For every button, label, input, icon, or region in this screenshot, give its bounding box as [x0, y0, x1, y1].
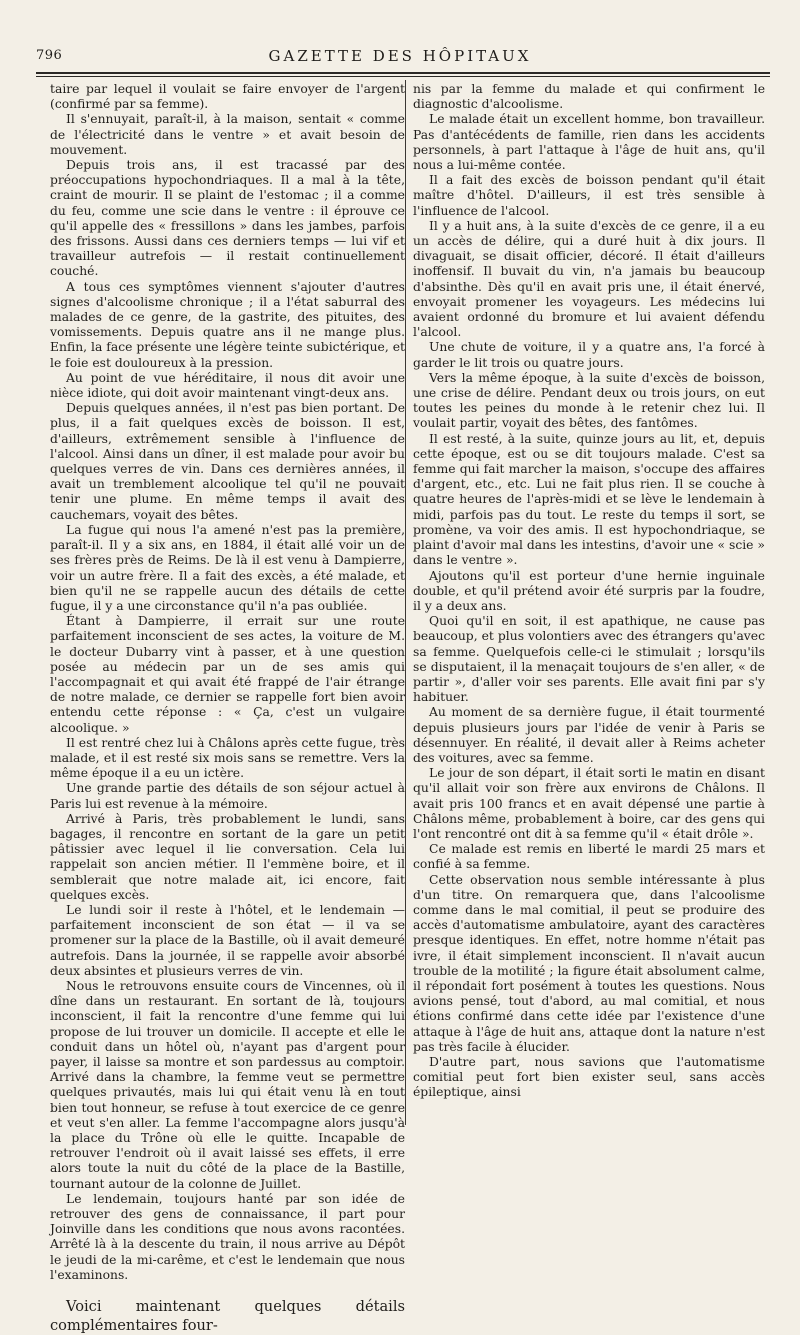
header-rule	[36, 72, 770, 74]
paragraph: Depuis quelques années, il n'est pas bien portant. De plus, il a fait quelques excès de boisson. Il est, d'ailleurs, extrêmement sensible à l'influence de l'alcool. Ainsi dans un dîner, il est malade pour avoir bu quelques verres de vin. Dans ces dernières années, il avait un tremblement alcoolique tel qu'il ne pouvait tenir une plume. En même temps il avait des cauchemars, voyait des bêtes.	[50, 401, 405, 522]
paragraph: Il s'ennuyait, paraît-il, à la maison, sentait « comme de l'électricité dans le ventre » et avait besoin de mouvement.	[50, 112, 405, 157]
paragraph: Le jour de son départ, il était sorti le matin en disant qu'il allait voir son frère aux environs de Châlons. Il avait pris 100 francs et en avait dépensé une partie à Châlons même, probablement à boire, car des gens qui l'ont rencontré ont dit à sa femme qu'il « était drôle ».	[413, 766, 765, 841]
page-number: 796	[36, 48, 63, 63]
paragraph: A tous ces symptômes viennent s'ajouter d'autres signes d'alcoolisme chronique ; il a l'état saburral des malades de ce genre, de la gastrite, des pituites, des vomissements. Depuis quatre ans il ne mange plus. Enfin, la face présente une légère teinte subictérique, et le foie est douloureux à la pression.	[50, 279, 405, 370]
paragraph: Nous le retrouvons ensuite cours de Vincennes, où il dîne dans un restaurant. En sortant de là, toujours inconscient, il fait la rencontre d'une femme qui lui propose de lui trouver un domicile. Il accepte et elle le conduit dans un hôtel où, n'ayant pas d'argent pour payer, il laisse sa montre et son pardessus au comptoir. Arrivé dans la chambre, la femme veut se permettre quelques privautés, mais lui qui était venu là en tout bien tout honneur, se refuse à tout exercice de ce genre et veut s'en aller. La femme l'accompagne alors jusqu'à la place du Trône où elle le quitte. Incapable de retrouver l'endroit où il avait laissé ses effets, il erre alors toute la nuit du côté de la place de la Bastille, tournant autour de la colonne de Juillet.	[50, 978, 405, 1191]
left-column	[50, 82, 405, 1335]
column-divider	[405, 80, 406, 1125]
paragraph: Vers la même époque, à la suite d'excès de boisson, une crise de délire. Pendant deux ou trois jours, on eut toutes les peines du monde à le retenir chez lui. Il voulait partir, voyait des bêtes, des fantômes.	[413, 370, 765, 431]
paragraph: nis par la femme du malade et qui confirment le diagnostic d'alcoolisme.	[413, 82, 765, 112]
running-header	[0, 44, 800, 70]
paragraph: Il est resté, à la suite, quinze jours au lit, et, depuis cette époque, est ou se dit toujours malade. C'est sa femme qui fait marcher la maison, s'occupe des affaires d'argent, etc., etc. Lui ne fait plus rien. Il se couche à quatre heures de l'après-midi et se lève le lendemain à midi, parfois pas du tout. Le reste du temps il sort, se promène, va voir des amis. Il est hypochondriaque, se plaint d'avoir mal dans les intestins, d'avoir une « scie » dans le ventre ».	[413, 431, 765, 568]
paragraph: Le lundi soir il reste à l'hôtel, et le lendemain — parfaitement inconscient de son état — il va se promener sur la place de la Bastille, où il avait demeuré autrefois. Dans la journée, il se rappelle avoir absorbé deux absintes et plusieurs verres de vin.	[50, 902, 405, 978]
paragraph: Au point de vue héréditaire, il nous dit avoir une nièce idiote, qui doit avoir maintenant vingt-deux ans.	[50, 370, 405, 401]
paragraph: Une chute de voiture, il y a quatre ans, l'a forcé à garder le lit trois ou quatre jours.	[413, 340, 765, 370]
paragraph: Le lendemain, toujours hanté par son idée de retrouver des gens de connaissance, il part pour Joinville dans les conditions que nous avons racontées. Arrêté là à la descente du train, il nous arrive au Dépôt le jeudi de la mi-carême, et c'est le lendemain que nous l'examinons.	[50, 1191, 405, 1282]
paragraph: Quoi qu'il en soit, il est apathique, ne cause pas beaucoup, et plus volontiers avec des étrangers qu'avec sa femme. Quelquefois celle-ci le stimulait ; lorsqu'ils se disputaient, il la menaçait toujours de s'en aller, « de partir », d'aller voir ses parents. Elle avait fini par s'y habituer.	[413, 614, 765, 705]
paragraph: Arrivé à Paris, très probablement le lundi, sans bagages, il rencontre en sortant de la gare un petit pâtissier avec lequel il lie conversation. Cela lui rappelait son ancien métier. Il l'emmène boire, et il semblerait que notre malade ait, ici encore, fait quelques excès.	[50, 811, 405, 902]
header-rule-thin	[36, 76, 770, 77]
paragraph: D'autre part, nous savions que l'automatisme comitial peut fort bien exister seul, sans accès épileptique, ainsi	[413, 1055, 765, 1100]
paragraph: Depuis trois ans, il est tracassé par des préoccupations hypochondriaques. Il a mal à la tête, craint de mourir. Il se plaint de l'estomac ; il a comme du feu, comme une scie dans le ventre : il éprouve ce qu'il appelle des « fressillons » dans les jambes, parfois des frissons. Aussi dans ces derniers temps — lui vif et travailleur autrefois — il restait continuellement couché.	[50, 158, 405, 279]
paragraph: Il est rentré chez lui à Châlons après cette fugue, très malade, et il est resté six mois sans se remettre. Vers la même époque il a eu un ictère.	[50, 735, 405, 781]
paragraph: Le malade était un excellent homme, bon travailleur. Pas d'antécédents de famille, rien dans les accidents personnels, à part l'attaque à l'âge de huit ans, qu'il nous a lui-même contée.	[413, 112, 765, 173]
paragraph: Il a fait des excès de boisson pendant qu'il était maître d'hôtel. D'ailleurs, il est très sensible à l'influence de l'alcool.	[413, 173, 765, 218]
paragraph: Il y a huit ans, à la suite d'excès de ce genre, il a eu un accès de délire, qui a duré huit à dix jours. Il divaguait, se disait officier, décoré. Il était d'ailleurs inoffensif. Il buvait du vin, n'a jamais bu beaucoup d'absinthe. Dès qu'il en avait pris une, il était énervé, envoyait promener les voyageurs. Les médecins lui avaient ordonné du bromure et lui avaient défendu l'alcool.	[413, 218, 765, 340]
paragraph: La fugue qui nous l'a amené n'est pas la première, paraît-il. Il y a six ans, en 1884, il était allé voir un de ses frères près de Reims. De là il est venu à Dampierre, voir un autre frère. Il a fait des excès, a été malade, et bien qu'il ne se rappelle aucun des détails de cette fugue, il y a une circonstance qu'il n'a pas oubliée.	[50, 522, 405, 613]
paragraph: Ajoutons qu'il est porteur d'une hernie inguinale double, et qu'il prétend avoir été surpris par la foudre, il y a deux ans.	[413, 568, 765, 613]
paragraph: Voici maintenant quelques détails complémentaires four-	[50, 1298, 405, 1335]
paragraph: Étant à Dampierre, il errait sur une route parfaitement inconscient de ses actes, la voiture de M. le docteur Dubarry vint à passer, et à une question posée au médecin par un de ses amis qui l'accompagnait et qui avait été frappé de l'air étrange de notre malade, ce dernier se rappelle fort bien avoir entendu cette réponse : « Ça, c'est un vulgaire alcoolique. »	[50, 614, 405, 735]
paragraph: Cette observation nous semble intéressante à plus d'un titre. On remarquera que, dans l'alcoolisme comme dans le mal comitial, il peut se produire des accès d'automatisme ambulatoire, ayant des caractères presque identiques. En effet, notre homme n'était pas ivre, il était simplement inconscient. Il n'avait aucun trouble de la motilité ; la figure était absolument calme, il répondait fort posément à toutes les questions. Nous avions pensé, tout d'abord, au mal comitial, et nous étions confirmé dans cette idée par l'existence d'une attaque à l'âge de huit ans, attaque dont la nature n'est pas très facile à élucider.	[413, 872, 765, 1054]
right-column	[413, 82, 765, 1122]
paragraph: Une grande partie des détails de son séjour actuel à Paris lui est revenue à la mémoire.	[50, 781, 405, 811]
paragraph: taire par lequel il voulait se faire envoyer de l'argent (confirmé par sa femme).	[50, 82, 405, 112]
paragraph: Au moment de sa dernière fugue, il était tourmenté depuis plusieurs jours par l'idée de venir à Paris se désennuyer. En réalité, il devait aller à Reims acheter des voitures, avec sa femme.	[413, 705, 765, 765]
journal-title: GAZETTE DES HÔPITAUX	[268, 47, 532, 65]
paragraph: Ce malade est remis en liberté le mardi 25 mars et confié à sa femme.	[413, 842, 765, 872]
